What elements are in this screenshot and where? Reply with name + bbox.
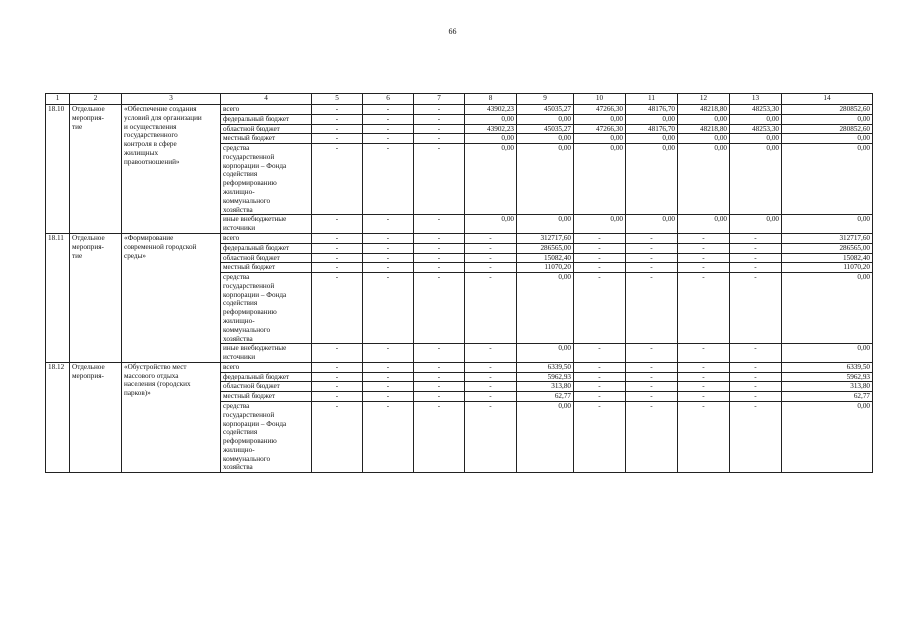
- year-value: -: [414, 243, 465, 253]
- column-number: 14: [782, 94, 873, 105]
- funding-source: федеральный бюджет: [221, 372, 312, 382]
- measure-code: 18.11: [46, 233, 70, 362]
- year-value: -: [312, 243, 363, 253]
- year-value: -: [465, 273, 517, 344]
- year-value: 6339,50: [517, 362, 574, 372]
- year-value: -: [312, 382, 363, 392]
- total-value: 312717,60: [782, 233, 873, 243]
- funding-source: всего: [221, 362, 312, 372]
- year-value: 0,00: [517, 402, 574, 473]
- year-value: -: [363, 134, 414, 144]
- year-value: -: [414, 215, 465, 234]
- column-number: 4: [221, 94, 312, 105]
- year-value: 0,00: [465, 134, 517, 144]
- funding-source: всего: [221, 233, 312, 243]
- column-number: 8: [465, 94, 517, 105]
- year-value: -: [678, 372, 730, 382]
- year-value: 286565,00: [517, 243, 574, 253]
- year-value: -: [626, 392, 678, 402]
- year-value: -: [312, 402, 363, 473]
- year-value: -: [465, 263, 517, 273]
- year-value: 0,00: [574, 144, 626, 215]
- year-value: 0,00: [574, 134, 626, 144]
- year-value: 0,00: [730, 144, 782, 215]
- year-value: 11070,20: [517, 263, 574, 273]
- year-value: -: [363, 243, 414, 253]
- year-value: -: [414, 233, 465, 243]
- year-value: -: [312, 392, 363, 402]
- year-value: -: [626, 273, 678, 344]
- year-value: -: [626, 402, 678, 473]
- year-value: -: [465, 233, 517, 243]
- year-value: -: [363, 114, 414, 124]
- year-value: -: [465, 372, 517, 382]
- year-value: 0,00: [730, 134, 782, 144]
- year-value: -: [312, 144, 363, 215]
- year-value: 47266,30: [574, 124, 626, 134]
- funding-source: средства государственной корпорации – Фонда содействия реформированию жилищно- коммунального хозяйства: [221, 402, 312, 473]
- measure-code: 18.12: [46, 362, 70, 472]
- year-value: 48253,30: [730, 105, 782, 115]
- year-value: 0,00: [730, 114, 782, 124]
- year-value: -: [626, 362, 678, 372]
- year-value: 48218,80: [678, 105, 730, 115]
- year-value: 0,00: [730, 215, 782, 234]
- year-value: 0,00: [517, 215, 574, 234]
- funding-source: средства государственной корпорации – Фонда содействия реформированию жилищно- коммунального хозяйства: [221, 144, 312, 215]
- column-number: 12: [678, 94, 730, 105]
- year-value: 0,00: [517, 144, 574, 215]
- year-value: -: [312, 114, 363, 124]
- year-value: -: [363, 344, 414, 363]
- year-value: 48253,30: [730, 124, 782, 134]
- table-row: [46, 233, 873, 243]
- table-row: [46, 362, 873, 372]
- year-value: -: [414, 134, 465, 144]
- total-value: 15082,40: [782, 253, 873, 263]
- year-value: 0,00: [626, 215, 678, 234]
- column-number: 3: [122, 94, 221, 105]
- year-value: -: [363, 253, 414, 263]
- year-value: 48176,70: [626, 124, 678, 134]
- year-value: -: [414, 362, 465, 372]
- year-value: -: [574, 344, 626, 363]
- year-value: 0,00: [465, 215, 517, 234]
- column-number: 9: [517, 94, 574, 105]
- year-value: -: [574, 362, 626, 372]
- year-value: -: [363, 105, 414, 115]
- year-value: 0,00: [626, 144, 678, 215]
- measure-name: «Обустройство мест массового отдыха населения (городских парков)»: [122, 362, 221, 472]
- year-value: -: [312, 215, 363, 234]
- year-value: -: [574, 402, 626, 473]
- year-value: -: [363, 392, 414, 402]
- total-value: 0,00: [782, 344, 873, 363]
- year-value: 0,00: [626, 134, 678, 144]
- year-value: -: [626, 243, 678, 253]
- year-value: -: [730, 233, 782, 243]
- year-value: 0,00: [465, 144, 517, 215]
- year-value: 0,00: [517, 114, 574, 124]
- total-value: 0,00: [782, 215, 873, 234]
- column-number: 1: [46, 94, 70, 105]
- funding-source: иные внебюджетные источники: [221, 215, 312, 234]
- funding-source: местный бюджет: [221, 263, 312, 273]
- year-value: -: [363, 382, 414, 392]
- year-value: -: [626, 233, 678, 243]
- year-value: -: [730, 243, 782, 253]
- table-row: [46, 105, 873, 115]
- year-value: 0,00: [574, 215, 626, 234]
- year-value: -: [414, 114, 465, 124]
- year-value: -: [730, 253, 782, 263]
- year-value: -: [730, 344, 782, 363]
- year-value: 0,00: [517, 344, 574, 363]
- year-value: -: [363, 215, 414, 234]
- column-number-header-row: [46, 94, 873, 105]
- year-value: -: [678, 273, 730, 344]
- year-value: -: [414, 263, 465, 273]
- year-value: -: [574, 372, 626, 382]
- year-value: 45035,27: [517, 105, 574, 115]
- funding-source: областной бюджет: [221, 382, 312, 392]
- funding-source: местный бюджет: [221, 134, 312, 144]
- total-value: 280852,60: [782, 124, 873, 134]
- measure-name: «Обеспечение создания условий для организации и осуществления государственного контроля в сфере жилищных правоотношений»: [122, 105, 221, 234]
- year-value: -: [730, 362, 782, 372]
- year-value: -: [363, 273, 414, 344]
- year-value: 0,00: [678, 144, 730, 215]
- year-value: -: [414, 382, 465, 392]
- year-value: 43902,23: [465, 105, 517, 115]
- funding-source: федеральный бюджет: [221, 114, 312, 124]
- year-value: -: [363, 402, 414, 473]
- year-value: -: [312, 263, 363, 273]
- year-value: -: [414, 273, 465, 344]
- year-value: 0,00: [626, 114, 678, 124]
- year-value: -: [363, 263, 414, 273]
- year-value: -: [465, 243, 517, 253]
- year-value: -: [678, 243, 730, 253]
- funding-source: средства государственной корпорации – Фонда содействия реформированию жилищно- коммунального хозяйства: [221, 273, 312, 344]
- year-value: -: [678, 402, 730, 473]
- total-value: 11070,20: [782, 263, 873, 273]
- year-value: -: [678, 362, 730, 372]
- year-value: -: [730, 263, 782, 273]
- year-value: -: [678, 263, 730, 273]
- total-value: 0,00: [782, 144, 873, 215]
- year-value: -: [730, 273, 782, 344]
- total-value: 313,80: [782, 382, 873, 392]
- year-value: -: [414, 105, 465, 115]
- year-value: -: [626, 263, 678, 273]
- year-value: 0,00: [517, 273, 574, 344]
- measure-type: Отдельное мероприя- тие: [70, 233, 122, 362]
- year-value: -: [465, 253, 517, 263]
- year-value: 0,00: [517, 134, 574, 144]
- total-value: 5962,93: [782, 372, 873, 382]
- total-value: 0,00: [782, 402, 873, 473]
- year-value: -: [312, 124, 363, 134]
- column-number: 10: [574, 94, 626, 105]
- year-value: 48176,70: [626, 105, 678, 115]
- year-value: -: [574, 233, 626, 243]
- year-value: 43902,23: [465, 124, 517, 134]
- year-value: 45035,27: [517, 124, 574, 134]
- funding-source: федеральный бюджет: [221, 243, 312, 253]
- year-value: -: [678, 382, 730, 392]
- year-value: -: [414, 344, 465, 363]
- year-value: -: [312, 273, 363, 344]
- budget-table: [45, 93, 873, 473]
- year-value: 0,00: [465, 114, 517, 124]
- year-value: -: [414, 253, 465, 263]
- year-value: -: [465, 382, 517, 392]
- year-value: 5962,93: [517, 372, 574, 382]
- year-value: -: [312, 134, 363, 144]
- year-value: -: [312, 253, 363, 263]
- year-value: -: [465, 362, 517, 372]
- funding-source: областной бюджет: [221, 124, 312, 134]
- year-value: 47266,30: [574, 105, 626, 115]
- year-value: -: [363, 233, 414, 243]
- year-value: -: [678, 253, 730, 263]
- year-value: 0,00: [678, 134, 730, 144]
- year-value: -: [465, 392, 517, 402]
- year-value: -: [730, 372, 782, 382]
- year-value: -: [414, 124, 465, 134]
- column-number: 6: [363, 94, 414, 105]
- funding-source: всего: [221, 105, 312, 115]
- column-number: 7: [414, 94, 465, 105]
- column-number: 13: [730, 94, 782, 105]
- year-value: 62,77: [517, 392, 574, 402]
- year-value: -: [626, 372, 678, 382]
- column-number: 11: [626, 94, 678, 105]
- year-value: -: [465, 402, 517, 473]
- year-value: -: [312, 344, 363, 363]
- column-number: 2: [70, 94, 122, 105]
- year-value: -: [363, 362, 414, 372]
- measure-code: 18.10: [46, 105, 70, 234]
- year-value: 313,80: [517, 382, 574, 392]
- year-value: -: [414, 402, 465, 473]
- total-value: 286565,00: [782, 243, 873, 253]
- year-value: 0,00: [678, 215, 730, 234]
- year-value: -: [465, 344, 517, 363]
- measure-name: «Формирование современной городской среды»: [122, 233, 221, 362]
- year-value: 312717,60: [517, 233, 574, 243]
- year-value: -: [730, 402, 782, 473]
- year-value: -: [312, 105, 363, 115]
- year-value: -: [678, 344, 730, 363]
- year-value: -: [574, 243, 626, 253]
- total-value: 0,00: [782, 273, 873, 344]
- funding-source: областной бюджет: [221, 253, 312, 263]
- year-value: -: [626, 253, 678, 263]
- measure-type: Отдельное мероприя-: [70, 362, 122, 472]
- year-value: -: [626, 382, 678, 392]
- year-value: -: [574, 253, 626, 263]
- measure-type: Отдельное мероприя- тие: [70, 105, 122, 234]
- year-value: -: [626, 344, 678, 363]
- year-value: -: [574, 273, 626, 344]
- year-value: -: [312, 233, 363, 243]
- year-value: -: [414, 372, 465, 382]
- year-value: -: [363, 124, 414, 134]
- total-value: 0,00: [782, 114, 873, 124]
- year-value: -: [363, 372, 414, 382]
- funding-source: иные внебюджетные источники: [221, 344, 312, 363]
- total-value: 6339,50: [782, 362, 873, 372]
- column-number: 5: [312, 94, 363, 105]
- year-value: -: [363, 144, 414, 215]
- year-value: -: [574, 263, 626, 273]
- year-value: 48218,80: [678, 124, 730, 134]
- year-value: -: [574, 392, 626, 402]
- year-value: -: [414, 144, 465, 215]
- total-value: 62,77: [782, 392, 873, 402]
- funding-source: местный бюджет: [221, 392, 312, 402]
- year-value: -: [312, 362, 363, 372]
- year-value: 0,00: [574, 114, 626, 124]
- year-value: -: [678, 392, 730, 402]
- year-value: -: [678, 233, 730, 243]
- year-value: 15082,40: [517, 253, 574, 263]
- page-number: 66: [448, 27, 457, 36]
- total-value: 280852,60: [782, 105, 873, 115]
- year-value: 0,00: [678, 114, 730, 124]
- year-value: -: [414, 392, 465, 402]
- total-value: 0,00: [782, 134, 873, 144]
- year-value: -: [730, 382, 782, 392]
- year-value: -: [574, 382, 626, 392]
- year-value: -: [730, 392, 782, 402]
- year-value: -: [312, 372, 363, 382]
